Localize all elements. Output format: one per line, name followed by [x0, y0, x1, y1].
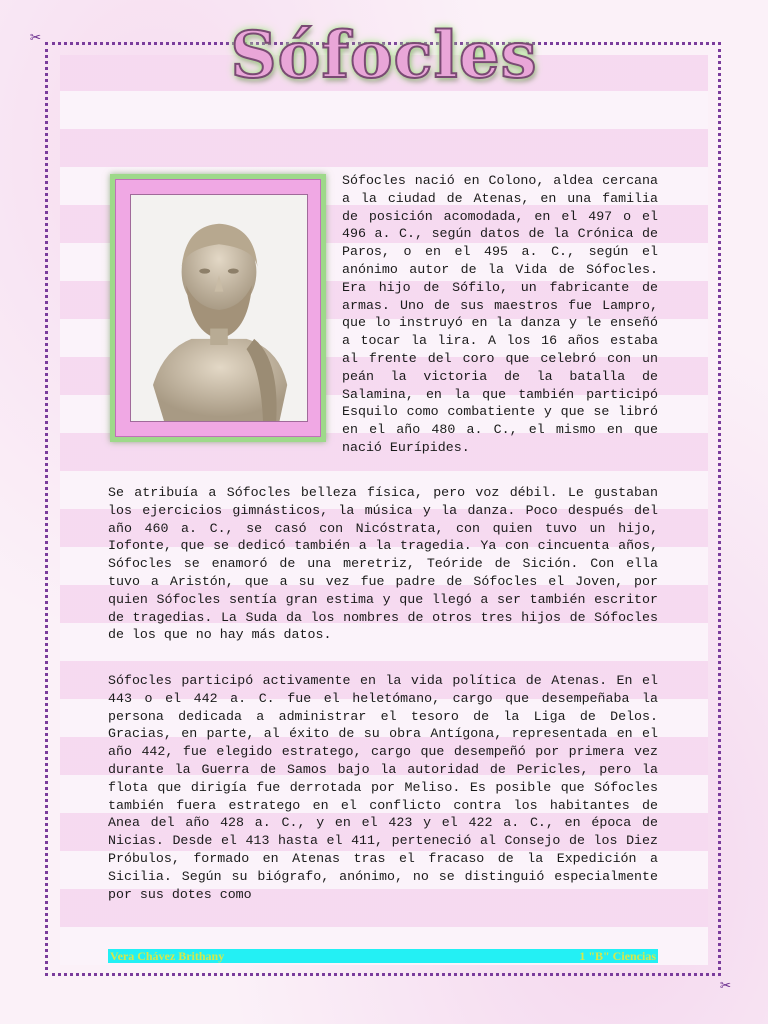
page-title: Sófocles	[230, 18, 538, 93]
paragraph-1-text: Sófocles nació en Colono, aldea cercana a la ciudad de Atenas, en una familia de posición acomodada, en el 497 o el 496 a. C., según datos de la Crónica de Paros, o en el 495 a. C., según el anónimo autor de la Vida de Sófocles. Era hijo de Sófilo, un fabricante de armas. Uno de sus maestros fue Lampro, que lo instruyó en la danza y le enseñó a tocar la lira. A los 16 años estaba al frente del coro que celebró con un peán la victoria de la batalla de Salamina, en la que también participó Esquilo como combatiente y que se libró en el año 480 a. C., el mismo en que nació Eurípides.	[342, 173, 658, 455]
footer-bar	[108, 949, 658, 963]
scissors-icon: ✂	[30, 29, 41, 49]
footer-course: 1 "B" Ciencias	[579, 949, 656, 963]
footer-author: Vera Chávez Brithany	[110, 949, 225, 963]
paragraph-1	[108, 172, 658, 457]
paragraph-2: Se atribuía a Sófocles belleza física, pero voz débil. Le gustaban los ejercicios gimnásticos, la música y la danza. Poco después del año 460 a. C., se casó con Nicóstrata, con quien tuvo un hijo, Iofonte, que se dedicó también a la tragedia. Ya con cincuenta años, Sófocles se enamoró de una meretriz, Teóride de Sición. Con ella tuvo a Aristón, que a su vez fue padre de Sófocles el Joven, por quien Sófocles sentía gran estima y que llegó a ser también escritor de tragedias. La Suda da los nombres de otros tres hijos de Sófocles de los que no hay más datos.	[108, 485, 658, 643]
scissors-icon: ✂	[720, 977, 731, 997]
paragraph-3: Sófocles participó activamente en la vida política de Atenas. En el 443 o el 442 a. C. fue el heletómano, cargo que desempeñaba la persona dedicada a administrar el tesoro de la Liga de Delos. Gracias, en parte, al éxito de su obra Antígona, representada en el año 442, fue elegido estratego, cargo que desempeñó por primera vez durante la Guerra de Samos bajo la autoridad de Pericles, pero la flota que dirigía fue derrotada por Meliso. Es posible que Sófocles también fuera estratego en el conflicto contra los habitantes de Anea del año 428 a. C., y en el 423 y el 422 a. C., en época de Nicias. Desde el 413 hasta el 411, perteneció al Consejo de los Diez Próbulos, formado en Atenas tras el fracaso de la Expedición a Sicilia. Según su biógrafo, anónimo, no se distinguió especialmente por sus dotes como	[108, 673, 658, 902]
